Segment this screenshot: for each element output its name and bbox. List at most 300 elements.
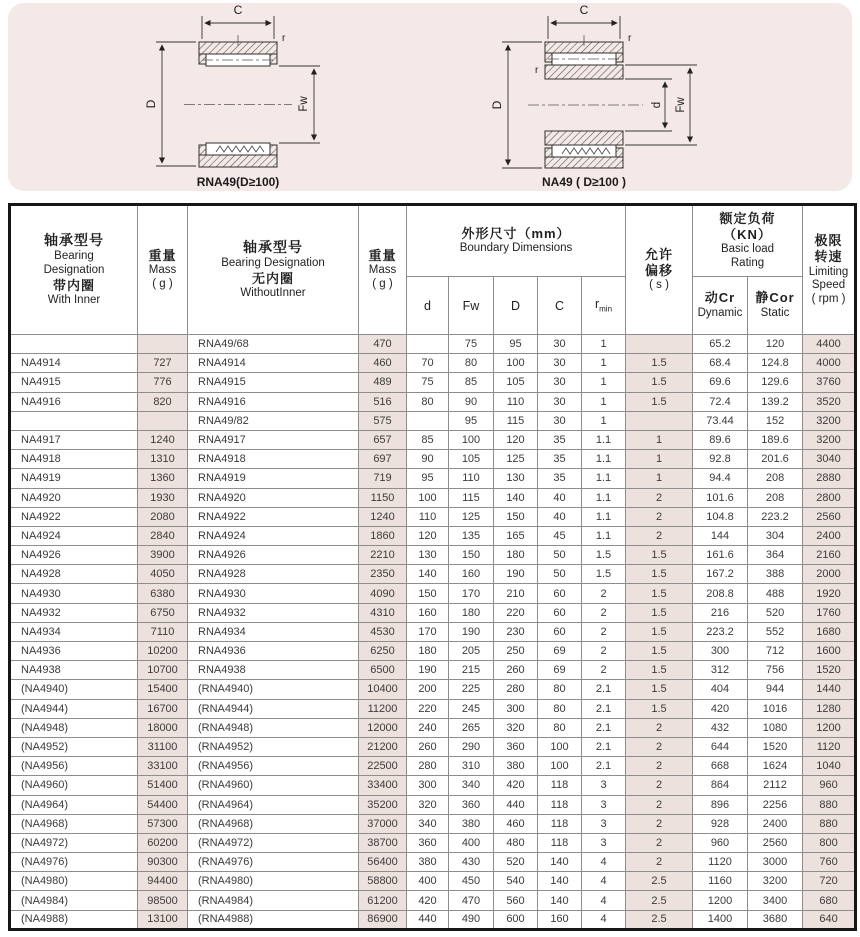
cell-rpm: 1680 <box>803 622 856 641</box>
cell-D: 130 <box>494 469 538 488</box>
cell-mass_without: 6500 <box>359 661 407 680</box>
cell-without_inner: (RNA4960) <box>188 776 359 795</box>
cell-Fw: 380 <box>449 814 494 833</box>
cell-C: 30 <box>538 392 582 411</box>
cell-s: 1 <box>626 430 693 449</box>
cell-with_inner: (NA4964) <box>10 795 138 814</box>
cell-with_inner <box>10 411 138 430</box>
cell-mass_with: 90300 <box>138 853 188 872</box>
cell-rpm: 2160 <box>803 546 856 565</box>
rna49-dimensions <box>144 3 320 166</box>
cell-D: 150 <box>494 507 538 526</box>
cell-mass_with: 6380 <box>138 584 188 603</box>
header-line: Mass <box>148 264 177 277</box>
header-line: 轴承型号 <box>243 239 303 256</box>
cell-D: 210 <box>494 584 538 603</box>
table-row <box>10 584 856 603</box>
cell-rmin: 2 <box>582 584 626 603</box>
cell-Cor: 2400 <box>748 814 803 833</box>
cell-Cor: 208 <box>748 488 803 507</box>
cell-d: 90 <box>407 450 449 469</box>
cell-mass_with: 1360 <box>138 469 188 488</box>
cell-mass_without: 697 <box>359 450 407 469</box>
cell-Cor: 2112 <box>748 776 803 795</box>
cell-mass_with: 820 <box>138 392 188 411</box>
cell-with_inner: (NA4960) <box>10 776 138 795</box>
cell-with_inner: NA4930 <box>10 584 138 603</box>
cell-d: 140 <box>407 565 449 584</box>
cell-D: 250 <box>494 642 538 661</box>
cell-without_inner: RNA4932 <box>188 603 359 622</box>
cell-C: 118 <box>538 795 582 814</box>
cell-C: 140 <box>538 891 582 910</box>
cell-Cor: 304 <box>748 526 803 545</box>
cell-Fw: 80 <box>449 354 494 373</box>
cell-without_inner: RNA4924 <box>188 526 359 545</box>
dim-d-label: d <box>651 101 663 109</box>
cell-without_inner: RNA4938 <box>188 661 359 680</box>
cell-d: 320 <box>407 795 449 814</box>
cell-with_inner: (NA4956) <box>10 757 138 776</box>
cell-rmin: 4 <box>582 853 626 872</box>
cell-Cr: 161.6 <box>693 546 748 565</box>
cell-rpm: 960 <box>803 776 856 795</box>
cell-d: 120 <box>407 526 449 545</box>
cell-d: 160 <box>407 603 449 622</box>
cell-d: 180 <box>407 642 449 661</box>
cell-without_inner: RNA4920 <box>188 488 359 507</box>
cell-mass_with: 60200 <box>138 833 188 852</box>
cell-Cr: 960 <box>693 833 748 852</box>
cell-s: 2 <box>626 718 693 737</box>
cell-with_inner: NA4936 <box>10 642 138 661</box>
table-row <box>10 526 856 545</box>
cell-rmin: 2.1 <box>582 680 626 699</box>
dim-c-label: C <box>579 3 589 17</box>
header-line: Basic load <box>720 243 775 256</box>
cell-Cr: 1160 <box>693 872 748 891</box>
cell-Fw: 150 <box>449 546 494 565</box>
cell-d: 340 <box>407 814 449 833</box>
cell-Fw: 110 <box>449 469 494 488</box>
cell-Fw: 360 <box>449 795 494 814</box>
col-header-C: C <box>538 277 582 335</box>
cell-s: 1.5 <box>626 680 693 699</box>
cell-Cr: 65.2 <box>693 335 748 354</box>
cell-with_inner: NA4916 <box>10 392 138 411</box>
table-row <box>10 430 856 449</box>
cell-d: 220 <box>407 699 449 718</box>
dim-c-label: C <box>233 3 243 17</box>
cell-s <box>626 411 693 430</box>
col-header-fw: Fw <box>449 277 494 335</box>
cell-Cr: 864 <box>693 776 748 795</box>
col-group-boundary-dimensions <box>407 205 626 277</box>
cell-mass_with: 7110 <box>138 622 188 641</box>
cell-D: 560 <box>494 891 538 910</box>
cell-rpm: 800 <box>803 833 856 852</box>
cell-without_inner: (RNA4972) <box>188 833 359 852</box>
cell-C: 60 <box>538 603 582 622</box>
cell-s: 1.5 <box>626 661 693 680</box>
cell-without_inner: RNA4936 <box>188 642 359 661</box>
cell-Fw: 160 <box>449 565 494 584</box>
col-group-basic-load-rating <box>693 205 803 277</box>
cell-d: 85 <box>407 430 449 449</box>
table-row <box>10 872 856 891</box>
cell-Fw: 265 <box>449 718 494 737</box>
cell-mass_without: 4530 <box>359 622 407 641</box>
cell-C: 118 <box>538 776 582 795</box>
cell-C: 69 <box>538 661 582 680</box>
table-row <box>10 661 856 680</box>
cell-rmin: 1.1 <box>582 430 626 449</box>
cell-rpm: 1760 <box>803 603 856 622</box>
cell-Cor: 139.2 <box>748 392 803 411</box>
cell-s: 1.5 <box>626 392 693 411</box>
cell-rmin: 2.1 <box>582 718 626 737</box>
cell-rmin: 2 <box>582 661 626 680</box>
cell-with_inner: NA4918 <box>10 450 138 469</box>
cell-C: 50 <box>538 565 582 584</box>
table-row <box>10 642 856 661</box>
table-row <box>10 373 856 392</box>
cell-with_inner: NA4938 <box>10 661 138 680</box>
cell-rmin: 1.5 <box>582 565 626 584</box>
cell-Cr: 420 <box>693 699 748 718</box>
cell-Fw: 125 <box>449 507 494 526</box>
cell-C: 45 <box>538 526 582 545</box>
table-row <box>10 622 856 641</box>
cell-C: 30 <box>538 354 582 373</box>
table-row <box>10 680 856 699</box>
cell-mass_with: 33100 <box>138 757 188 776</box>
cell-mass_with: 776 <box>138 373 188 392</box>
cell-C: 40 <box>538 507 582 526</box>
cell-rpm: 640 <box>803 910 856 929</box>
cell-d: 110 <box>407 507 449 526</box>
cell-Cor: 712 <box>748 642 803 661</box>
cell-d: 80 <box>407 392 449 411</box>
cell-rpm: 3760 <box>803 373 856 392</box>
cell-D: 165 <box>494 526 538 545</box>
cell-s: 1.5 <box>626 354 693 373</box>
cell-s <box>626 335 693 354</box>
cell-Cor: 488 <box>748 584 803 603</box>
cell-Cr: 89.6 <box>693 430 748 449</box>
cell-s: 2 <box>626 507 693 526</box>
cell-mass_with: 31100 <box>138 737 188 756</box>
na49-caption: NA49 ( D≥100 ) <box>542 175 626 189</box>
cell-d: 280 <box>407 757 449 776</box>
header-line: ( rpm ) <box>811 293 846 306</box>
cell-C: 100 <box>538 737 582 756</box>
cell-rpm: 1120 <box>803 737 856 756</box>
header-line: 轴承型号 <box>44 232 104 249</box>
cell-Fw: 490 <box>449 910 494 929</box>
cell-without_inner: RNA4916 <box>188 392 359 411</box>
cell-without_inner: RNA4926 <box>188 546 359 565</box>
cell-rmin: 1.1 <box>582 450 626 469</box>
cell-without_inner: RNA4917 <box>188 430 359 449</box>
cell-without_inner: RNA4928 <box>188 565 359 584</box>
cell-rpm: 1040 <box>803 757 856 776</box>
cell-d: 190 <box>407 661 449 680</box>
cell-with_inner: (NA4940) <box>10 680 138 699</box>
dim-D-label: D <box>144 99 158 109</box>
header-line: 极限 <box>814 233 843 249</box>
cell-D: 540 <box>494 872 538 891</box>
cell-with_inner: NA4926 <box>10 546 138 565</box>
cell-d: 95 <box>407 469 449 488</box>
table-row <box>10 603 856 622</box>
header-line: Limiting <box>808 265 849 278</box>
cell-mass_with: 18000 <box>138 718 188 737</box>
cell-d: 260 <box>407 737 449 756</box>
dim-r-label: r <box>282 33 286 44</box>
cell-Cor: 364 <box>748 546 803 565</box>
cell-d: 300 <box>407 776 449 795</box>
cell-with_inner: (NA4968) <box>10 814 138 833</box>
cell-mass_with: 1930 <box>138 488 188 507</box>
cell-rpm: 1440 <box>803 680 856 699</box>
cell-without_inner: (RNA4944) <box>188 699 359 718</box>
table-row <box>10 507 856 526</box>
table-row <box>10 833 856 852</box>
header-line: 转速 <box>814 249 843 265</box>
table-row <box>10 776 856 795</box>
cell-rmin: 3 <box>582 795 626 814</box>
cell-mass_without: 61200 <box>359 891 407 910</box>
cell-d: 400 <box>407 872 449 891</box>
table-row <box>10 718 856 737</box>
table-row <box>10 737 856 756</box>
cell-mass_without: 470 <box>359 335 407 354</box>
cell-mass_without: 460 <box>359 354 407 373</box>
cell-mass_with: 1310 <box>138 450 188 469</box>
cell-Cr: 1120 <box>693 853 748 872</box>
header-line: 重量 <box>148 248 177 264</box>
rna49-caption: RNA49(D≥100) <box>196 175 280 189</box>
cell-rmin: 1 <box>582 373 626 392</box>
cell-rmin: 3 <box>582 776 626 795</box>
cell-Cor: 223.2 <box>748 507 803 526</box>
cell-mass_without: 4090 <box>359 584 407 603</box>
cell-d: 360 <box>407 833 449 852</box>
cell-rmin: 2.1 <box>582 699 626 718</box>
cell-mass_without: 37000 <box>359 814 407 833</box>
header-line: Mass <box>368 264 397 277</box>
cell-D: 360 <box>494 737 538 756</box>
cell-C: 100 <box>538 757 582 776</box>
cell-Cor: 201.6 <box>748 450 803 469</box>
dim-r-left-label: r <box>535 65 539 76</box>
table-row <box>10 699 856 718</box>
cell-rpm: 1920 <box>803 584 856 603</box>
cell-rmin: 1 <box>582 392 626 411</box>
cell-d: 380 <box>407 853 449 872</box>
cell-s: 1.5 <box>626 699 693 718</box>
cell-C: 140 <box>538 853 582 872</box>
cell-Cor: 2256 <box>748 795 803 814</box>
header-line: （KN） <box>723 227 772 243</box>
cell-rpm: 4400 <box>803 335 856 354</box>
cell-without_inner: RNA4918 <box>188 450 359 469</box>
cell-without_inner: (RNA4948) <box>188 718 359 737</box>
cell-mass_with: 2840 <box>138 526 188 545</box>
cell-Cr: 69.6 <box>693 373 748 392</box>
cell-mass_without: 22500 <box>359 757 407 776</box>
cell-mass_with: 2080 <box>138 507 188 526</box>
cell-C: 35 <box>538 469 582 488</box>
cell-Fw: 135 <box>449 526 494 545</box>
rna49-diagram <box>132 3 362 191</box>
cell-rmin: 1.1 <box>582 507 626 526</box>
table-row <box>10 354 856 373</box>
table-row <box>10 910 856 929</box>
cell-C: 160 <box>538 910 582 929</box>
cell-mass_without: 719 <box>359 469 407 488</box>
cell-d: 170 <box>407 622 449 641</box>
cell-rpm: 2400 <box>803 526 856 545</box>
col-header-mass-with <box>138 205 188 335</box>
cell-mass_without: 11200 <box>359 699 407 718</box>
cell-Cr: 73.44 <box>693 411 748 430</box>
header-line: Rating <box>730 257 765 270</box>
cell-Cr: 223.2 <box>693 622 748 641</box>
table-row <box>10 795 856 814</box>
cell-Cor: 120 <box>748 335 803 354</box>
cell-mass_without: 2350 <box>359 565 407 584</box>
cell-without_inner: (RNA4988) <box>188 910 359 929</box>
cell-mass_without: 58800 <box>359 872 407 891</box>
cell-d <box>407 335 449 354</box>
cell-C: 40 <box>538 488 582 507</box>
cell-Cr: 68.4 <box>693 354 748 373</box>
cell-mass_without: 86900 <box>359 910 407 929</box>
cell-mass_without: 4310 <box>359 603 407 622</box>
cell-D: 105 <box>494 373 538 392</box>
cell-mass_without: 516 <box>359 392 407 411</box>
cell-without_inner: (RNA4976) <box>188 853 359 872</box>
cell-s: 1.5 <box>626 584 693 603</box>
cell-D: 180 <box>494 546 538 565</box>
cell-Fw: 170 <box>449 584 494 603</box>
col-header-static <box>748 277 803 335</box>
cell-mass_with: 15400 <box>138 680 188 699</box>
cell-Cr: 1400 <box>693 910 748 929</box>
cell-mass_with: 13100 <box>138 910 188 929</box>
cell-C: 60 <box>538 584 582 603</box>
cell-rpm: 2880 <box>803 469 856 488</box>
cell-mass_without: 10400 <box>359 680 407 699</box>
cell-rpm: 3200 <box>803 411 856 430</box>
cell-rpm: 3040 <box>803 450 856 469</box>
cell-rmin: 1 <box>582 335 626 354</box>
cell-without_inner: RNA4914 <box>188 354 359 373</box>
cell-s: 1 <box>626 450 693 469</box>
cell-Fw: 225 <box>449 680 494 699</box>
cell-d: 420 <box>407 891 449 910</box>
cell-C: 80 <box>538 718 582 737</box>
header-line: Bearing Designation <box>221 256 325 269</box>
cell-Cor: 129.6 <box>748 373 803 392</box>
cell-rmin: 4 <box>582 910 626 929</box>
header-line: ( g ) <box>372 278 393 291</box>
cell-s: 1 <box>626 469 693 488</box>
cell-without_inner: RNA49/82 <box>188 411 359 430</box>
cell-rpm: 1200 <box>803 718 856 737</box>
cell-without_inner: (RNA4980) <box>188 872 359 891</box>
cell-mass_with: 10700 <box>138 661 188 680</box>
cell-Fw: 105 <box>449 450 494 469</box>
cell-mass_with: 51400 <box>138 776 188 795</box>
header-line: 动Cr <box>704 290 736 306</box>
cell-Cor: 3200 <box>748 872 803 891</box>
cell-Fw: 290 <box>449 737 494 756</box>
cell-rpm: 1520 <box>803 661 856 680</box>
cell-rmin: 1 <box>582 411 626 430</box>
cell-rpm: 3200 <box>803 430 856 449</box>
cell-C: 80 <box>538 699 582 718</box>
cell-Fw: 430 <box>449 853 494 872</box>
cell-Cr: 432 <box>693 718 748 737</box>
cell-d: 200 <box>407 680 449 699</box>
cell-mass_without: 56400 <box>359 853 407 872</box>
cell-s: 2 <box>626 833 693 852</box>
cell-rmin: 2 <box>582 642 626 661</box>
cell-rpm: 720 <box>803 872 856 891</box>
cell-mass_with: 1240 <box>138 430 188 449</box>
cell-Fw: 190 <box>449 622 494 641</box>
cell-without_inner: (RNA4984) <box>188 891 359 910</box>
cell-Cr: 208.8 <box>693 584 748 603</box>
cell-with_inner: NA4919 <box>10 469 138 488</box>
cell-Fw: 75 <box>449 335 494 354</box>
cell-Cor: 1080 <box>748 718 803 737</box>
cell-rmin: 4 <box>582 891 626 910</box>
dim-fw-label: Fw <box>298 96 310 112</box>
col-header-permissible-offset <box>626 205 693 335</box>
cell-s: 2 <box>626 488 693 507</box>
cell-d: 100 <box>407 488 449 507</box>
dim-fw-label: Fw <box>675 97 687 113</box>
cell-with_inner: (NA4972) <box>10 833 138 852</box>
cell-s: 2 <box>626 853 693 872</box>
cell-s: 1.5 <box>626 622 693 641</box>
cell-Cor: 152 <box>748 411 803 430</box>
cell-Cr: 312 <box>693 661 748 680</box>
dim-D-label: D <box>490 100 504 110</box>
cell-d: 75 <box>407 373 449 392</box>
cell-D: 140 <box>494 488 538 507</box>
table-row <box>10 488 856 507</box>
cell-Cor: 208 <box>748 469 803 488</box>
cell-d: 240 <box>407 718 449 737</box>
cell-Cor: 189.6 <box>748 430 803 449</box>
cell-mass_with: 57300 <box>138 814 188 833</box>
cell-C: 80 <box>538 680 582 699</box>
cell-with_inner: (NA4980) <box>10 872 138 891</box>
cell-Cr: 300 <box>693 642 748 661</box>
dim-r-top-label: r <box>628 33 632 44</box>
cell-with_inner: NA4915 <box>10 373 138 392</box>
cell-rpm: 2800 <box>803 488 856 507</box>
cell-C: 30 <box>538 411 582 430</box>
cell-Fw: 310 <box>449 757 494 776</box>
cell-D: 120 <box>494 430 538 449</box>
cell-d: 70 <box>407 354 449 373</box>
